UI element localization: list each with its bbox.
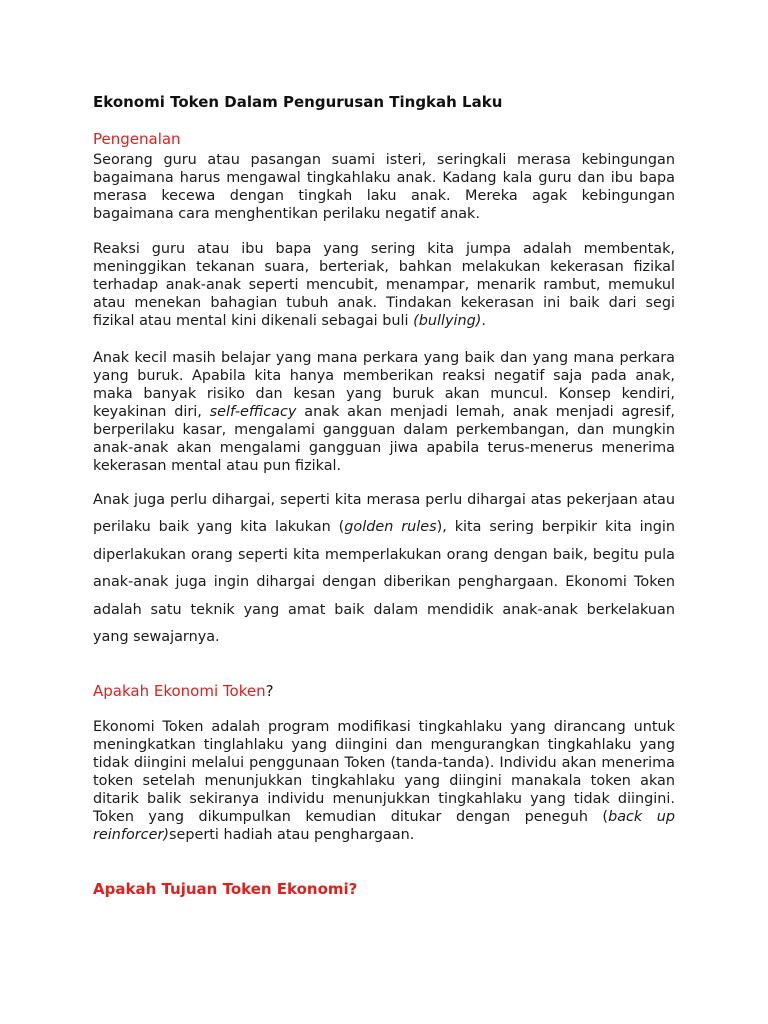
document-title: Ekonomi Token Dalam Pengurusan Tingkah Laku [93, 93, 503, 111]
paragraph-definisi [93, 718, 675, 844]
paragraph-text: ), kita sering berpikir kita ingin diperlakukan orang seperti kita memperlakukan orang dengan baik, begitu pula anak-anak juga ingin dihargai dengan diberikan penghargaan. Ekonomi Token adalah satu teknik yang amat baik dalam mendidik anak-anak berkelakuan yang sewajarnya. [93, 519, 676, 646]
paragraph-text: Reaksi guru atau ibu bapa yang sering kita jumpa adalah membentak, meninggikan tekanan suara, berteriak, bahkan melakukan kekerasan fizikal terhadap anak-anak seperti mencubit, menampar, menarik rambut, memukul atau menekan bahagian tubuh anak. Tindakan kekerasan ini baik dari segi fizikal atau mental kini dikenali sebagai buli [93, 241, 675, 329]
paragraph-text: Anak kecil masih belajar yang mana perkara yang baik dan yang mana perkara yang buruk. Apabila kita hanya memberikan reaksi negatif saja pada anak, maka banyak risiko dan kesan yang buruk akan muncul. Konsep kendiri, keyakinan diri, [93, 350, 675, 420]
paragraph-text: anak akan menjadi lemah, anak menjadi agresif, berperilaku kasar, mengalami gangguan dalam perkembangan, dan mungkin anak-anak akan mengalami gangguan jiwa apabila terus-menerus menerima kekerasan mental atau pun fizikal. [93, 404, 676, 474]
italic-term: self-efficacy [209, 404, 297, 420]
paragraph-anak-kecil [93, 349, 675, 475]
italic-term: (bullying) [413, 313, 482, 329]
paragraph-dihargai [93, 487, 675, 651]
section-heading-apakah-ekonomi-token [93, 682, 675, 700]
paragraph-reaksi [93, 240, 675, 330]
italic-term: golden rules [344, 519, 437, 536]
section-heading-pengenalan: Pengenalan [93, 130, 181, 148]
heading-question-mark: ? [265, 682, 274, 700]
paragraph-intro: Seorang guru atau pasangan suami isteri, seringkali merasa kebingungan bagaimana harus mengawal tingkahlaku anak. Kadang kala guru dan ibu bapa merasa kecewa dengan tingkah laku anak. Mereka agak kebingungan bagaimana cara menghentikan perilaku negatif anak. [93, 152, 675, 222]
italic-term: back up reinforcer) [93, 809, 675, 843]
paragraph-text: Ekonomi Token adalah program modifikasi tingkahlaku yang dirancang untuk meningkatkan tinglahlaku yang diingini dan mengurangkan tingkahlaku yang tidak diingini melalui penggunaan Token (tanda-tanda). Individu akan menerima token setelah menunjukkan tingkahlaku yang diingini manakala token akan ditarik balik sekiranya individu menunjukkan tingkahlaku yang tidak diingini. Token yang dikumpulkan kemudian ditukar dengan peneguh ( [93, 719, 675, 825]
paragraph-text: seperti hadiah atau penghargaan. [168, 827, 415, 843]
heading-red-text: Apakah Ekonomi Token [93, 682, 266, 700]
paragraph-text: Anak juga perlu dihargai, seperti kita merasa perlu dihargai atas pekerjaan atau perilaku baik yang kita lakukan ( [93, 492, 675, 536]
section-heading-tujuan: Apakah Tujuan Token Ekonomi? [93, 880, 358, 898]
paragraph-text: . [481, 313, 486, 329]
